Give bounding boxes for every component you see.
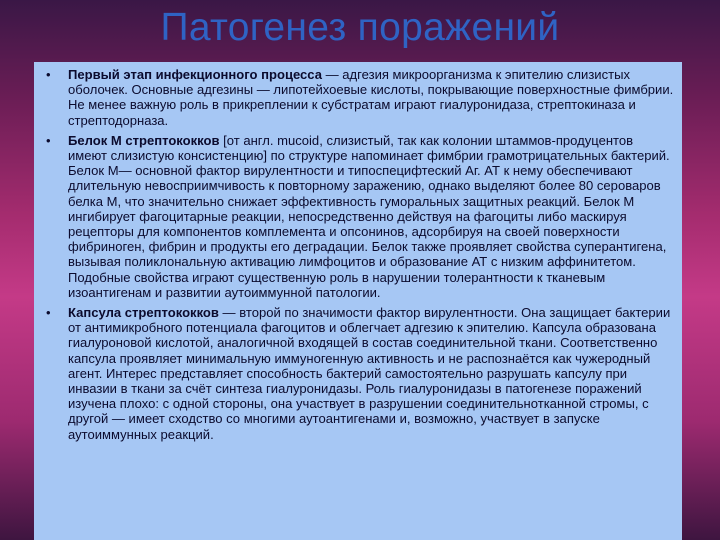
bullet-text: [от англ. mucoid, слизистый, так как колонии штаммов-продуцентов имеют слизистую консистенцию] по структуре напоминает фимбрии грамотрицательных бактерий. Белок M— основной фактор вирулентности и типоспецифтеский Аг. АТ к нему обеспечивают длительную невосприимчивость к повторному заражению, однако выделяют более 80 сероваров белка М, что значительно снижает эффективность гуморальных защитных реакций. Белок М ингибирует фагоцитарные реакции, непосредственно действуя на фагоциты либо маскируя рецепторы для компонентов комплемента и опсонинов, адсорбируя на своей поверхности фибриноген, фибрин и продукты его деградации. Белок также проявляет свойства суперантигена, вызывая поликлональную активацию лимфоцитов и образование АТ с низким аффинитетом. Подобные свойства играют существенную роль в нарушении толерантности к тканевым изоантигенам и развитии аутоиммунной патологии. [68,132,670,300]
bullet-term: Капсула стрептококков [68,305,219,321]
bullet-item-adhesion [46,67,674,128]
bullet-icon: • [46,67,51,82]
bullet-text: — второй по значимости фактор вирулентности. Она защищает бактерии от антимикробного потенциала фагоцитов и облегчает адгезию к эпителию. Капсула образована гиалуроновой кислотой, аналогичной входящей в состав соединительной ткани. Соответственно капсула проявляет минимальную иммуногенную активность и не распознаётся как чужеродный агент. Интерес представляет способность бактерий самостоятельно разрушать капсулу при инвазии в ткани за счёт синтеза гиалуронидазы. Роль гиалуронидазы в патогенезе поражений изучена плохо: с одной стороны, она участвует в разрушении соединительнотканной стромы, с другой — имеет сходство со многими аутоантигенами и, возможно, участвует в запуске аутоиммунных реакций. [68,305,671,442]
slide-title: Патогенез поражений [160,6,560,49]
bullet-icon: • [46,132,51,148]
bullet-term: Белок M стрептококков [68,132,220,148]
bullet-text: — адгезия микроорганизма к эпителию слизистых оболочек. Основные адгезины — липотейхоевые кислоты, покрывающие поверхностные фимбрии. Не менее важную роль в прикреплении к субстратам играют гиалуронидаза, стрептокиназа и стрептодорназа. [68,67,674,128]
bullet-list [46,67,674,442]
content-panel [34,62,682,540]
bullet-term: Первый этап инфекционного процесса [68,67,322,82]
bullet-item-capsule [46,305,674,442]
bullet-item-protein-m [46,133,674,300]
bullet-icon: • [46,305,51,321]
